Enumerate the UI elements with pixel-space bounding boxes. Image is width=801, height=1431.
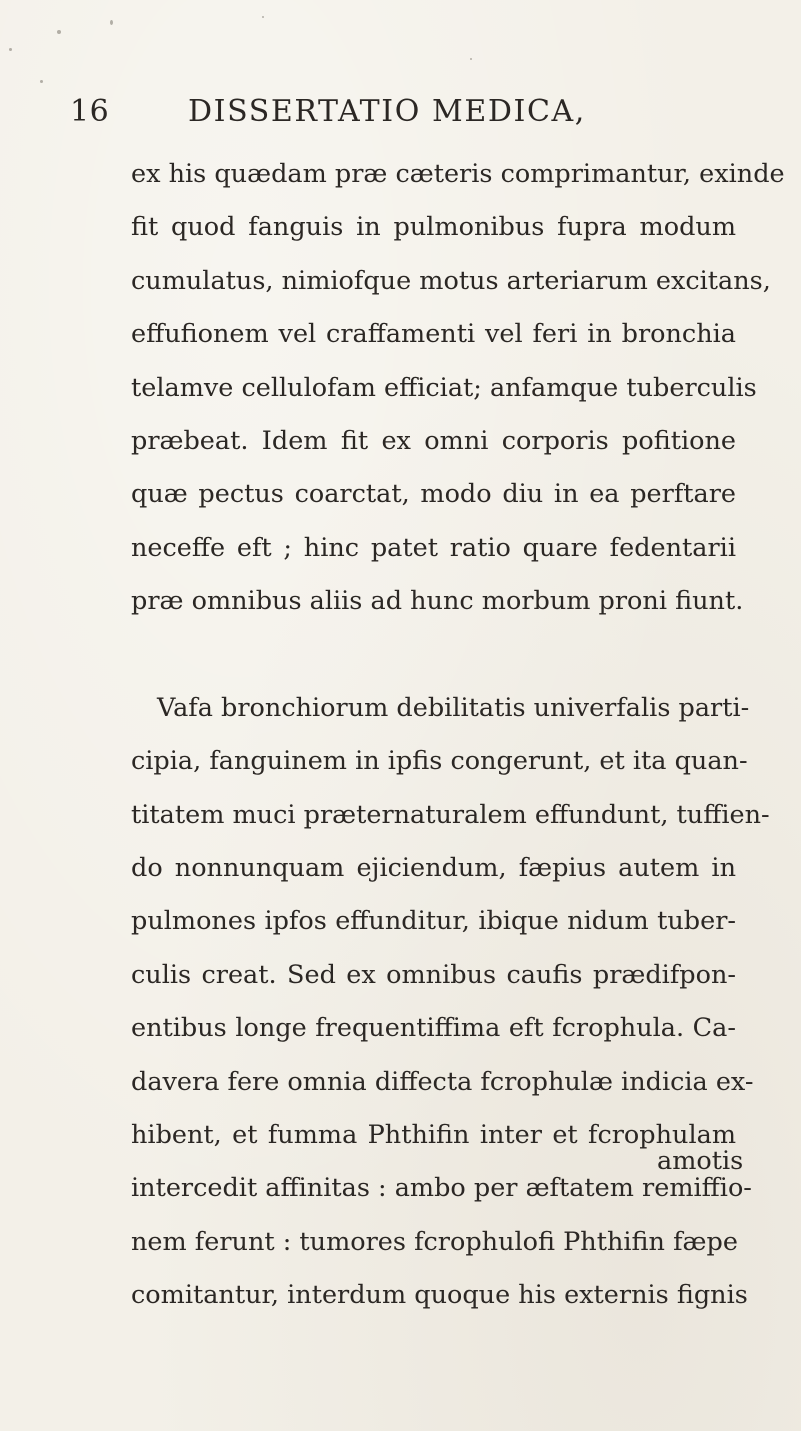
text-line: cipia, fanguinem in ipfis congerunt, et ita quan- [131,746,748,777]
text-line: entibus longe frequentiffima eft fcrophula. Ca- [131,1013,736,1044]
paper-speck [40,80,43,83]
paper-speck [57,30,61,34]
paragraph-gap [131,629,736,682]
text-line: præbeat. Idem fit ex omni corporis pofitione [131,425,736,456]
text-line: Vafa bronchiorum debilitatis univerfalis parti- [157,692,750,723]
text-line: quæ pectus coarctat, modo diu in ea perftare [131,479,736,510]
text-line: davera fere omnia diffecta fcrophulæ indicia ex- [131,1066,754,1097]
text-line: comitantur, interdum quoque his externis fignis [131,1280,748,1311]
text-line: effufionem vel craffamenti vel feri in bronchia [131,319,736,350]
text-line: ex his quædam præ cæteris comprimantur, exinde [131,159,785,189]
text-line: titatem muci præternaturalem effundunt, tuffien- [131,799,770,830]
text-line: do nonnunquam ejiciendum, fæpius autem in [131,853,736,884]
paragraph-2 [131,682,770,1323]
paragraph-1 [131,148,785,629]
running-head: DISSERTATIO MEDICA, [188,94,586,129]
page-header [70,94,710,134]
paper-speck [262,16,264,18]
text-line: neceffe eft ; hinc patet ratio quare fedentarii [131,532,736,563]
text-line: præ omnibus aliis ad hunc morbum proni fiunt. [131,586,744,617]
text-line: hibent, et fumma Phthifin inter et fcrophulam [131,1120,736,1151]
text-line: culis creat. Sed ex omnibus caufis prædifpon- [131,959,736,990]
paper-speck [9,48,12,51]
paper-speck [110,20,113,25]
text-line: pulmones ipfos effunditur, ibique nidum tuber- [131,906,736,937]
page-number: 16 [70,94,110,129]
text-line: cumulatus, nimiofque motus arteriarum excitans, [131,265,771,296]
text-line: intercedit affinitas : ambo per æftatem remiffio- [131,1173,752,1204]
catchword: amotis [657,1146,744,1176]
text-line: fit quod fanguis in pulmonibus fupra modum [131,212,736,243]
text-line: telamve cellulofam efficiat; anfamque tuberculis [131,372,757,403]
body-text [131,148,785,1323]
text-line: nem ferunt : tumores fcrophulofi Phthifin fæpe [131,1226,738,1257]
paper-speck [470,58,472,60]
